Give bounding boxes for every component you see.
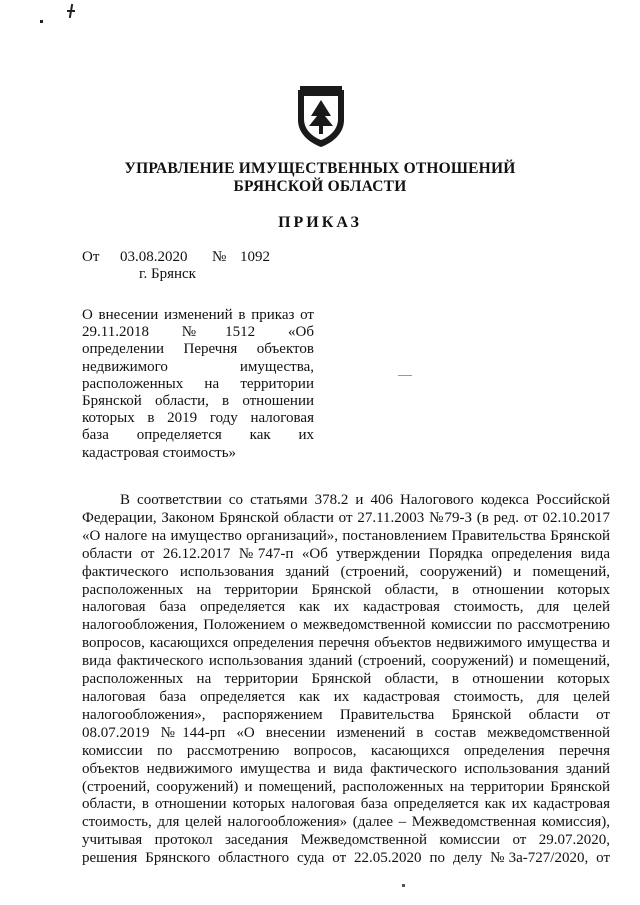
- body-line: учитывая протокол заседания Межведомственной комиссии от 29.07.2020,: [82, 832, 610, 849]
- body-line: расположенных на территории Брянской области, в отношении которых: [82, 581, 610, 598]
- organization-name-line2: БРЯНСКОЙ ОБЛАСТИ: [233, 178, 407, 195]
- document-date: 03.08.2020: [120, 249, 188, 265]
- subject-line: О внесении изменений в приказ от: [82, 307, 314, 323]
- subject-line: кадастровая стоимость»: [82, 444, 237, 461]
- scan-speck: [398, 375, 412, 376]
- body-line: комиссии по рассмотрению вопросов, касающихся определения перечня: [82, 742, 610, 759]
- document-type-title: ПРИКАЗ: [278, 214, 362, 231]
- body-line: решения Брянского областного суда от 22.05.2020 по делу №3а-727/2020, от: [82, 850, 610, 867]
- scan-speck: [402, 884, 405, 887]
- subject-line: расположенных на территории: [82, 375, 314, 392]
- body-line: фактического использования зданий (строений, сооружений) и помещений,: [82, 563, 610, 580]
- document-number: 1092: [240, 249, 270, 265]
- body-line: вида фактического использования зданий (строений, сооружений) и помещений,: [82, 653, 610, 670]
- subject-line: недвижимого имущества,: [82, 358, 314, 375]
- body-line: вопросов, касающихся определения перечня объектов недвижимого имущества и: [82, 635, 610, 652]
- body-line: 08.07.2019 №144-рп «О внесении изменений в состав межведомственной: [82, 724, 610, 741]
- body-line: объектов недвижимого имущества и вида фактического использования зданий: [82, 760, 610, 777]
- subject-line: база определяется как их: [82, 427, 314, 444]
- body-line: области от 26.12.2017 №747-п «Об утверждении Порядка определения вида: [82, 545, 610, 562]
- scan-speck: [40, 20, 43, 23]
- body-line: (строений, сооружений) и помещений, расположенных на территории Брянской: [82, 778, 610, 795]
- date-from-label: От: [82, 249, 100, 265]
- scan-speck: [67, 10, 75, 12]
- city: г. Брянск: [139, 266, 196, 282]
- body-line: налоговая база определяется как их кадастровая стоимость, для целей: [82, 688, 610, 705]
- number-label: №: [212, 249, 227, 265]
- body-line: области, в отношении которых налоговая база определяется как их кадастровая: [82, 796, 610, 813]
- body-line: В соответствии со статьями 378.2 и 406 Налогового кодекса Российской: [120, 492, 610, 508]
- subject-line: определении Перечня объектов: [82, 341, 314, 358]
- body-line: «О налоге на имущество организаций», постановлением Правительства Брянской: [82, 527, 610, 544]
- body-line: расположенных на территории Брянской области, в отношении которых: [82, 671, 610, 688]
- body-line: налогообложения», распоряжением Правительства Брянской области от: [82, 706, 610, 723]
- body-line: стоимость, для целей налогообложения» (далее – Межведомственная комиссия),: [82, 814, 610, 831]
- subject-line: 29.11.2018 №1512 «Об: [82, 324, 314, 341]
- document-subject: [82, 307, 314, 462]
- body-line: налогообложения, Положением о межведомственной комиссии по рассмотрению: [82, 617, 610, 634]
- coat-of-arms-emblem: [296, 86, 346, 148]
- body-line: налоговая база определяется как их кадастровая стоимость, для целей: [82, 599, 610, 616]
- subject-line: Брянской области, в отношении: [82, 393, 314, 410]
- body-line: Федерации, Законом Брянской области от 27.11.2003 №79-З (в ред. от 02.10.2017: [82, 509, 610, 526]
- subject-line: которых в 2019 году налоговая: [82, 410, 314, 427]
- body-paragraph: [82, 492, 610, 868]
- organization-name-line1: УПРАВЛЕНИЕ ИМУЩЕСТВЕННЫХ ОТНОШЕНИЙ: [124, 160, 516, 177]
